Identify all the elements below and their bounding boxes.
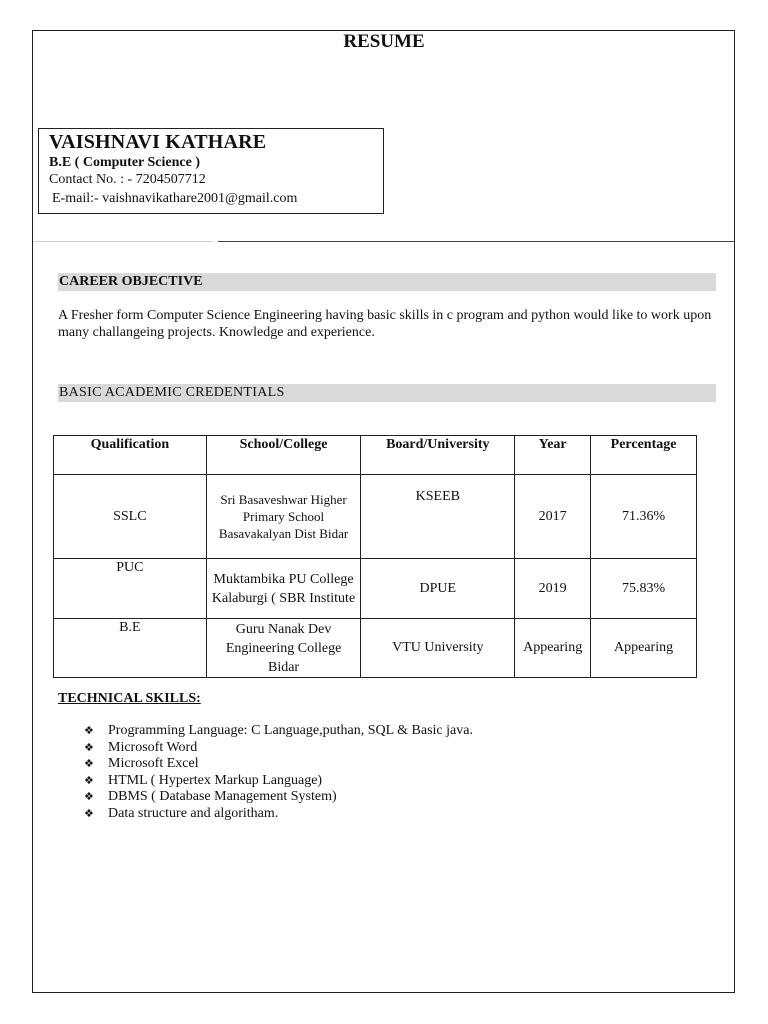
skill-text: Microsoft Word <box>108 739 198 755</box>
column-header: Board/University <box>361 436 515 475</box>
contact-number: Contact No. : - 7204507712 <box>49 172 206 187</box>
technical-skills-list <box>84 723 473 822</box>
academic-table <box>53 435 697 678</box>
divider-faint <box>33 241 213 242</box>
qualification-cell: B.E <box>54 619 207 678</box>
identity-box <box>38 128 384 214</box>
percentage-cell: 71.36% <box>591 475 697 559</box>
skill-text: Microsoft Excel <box>108 756 199 771</box>
list-item <box>84 789 473 806</box>
skill-text: Programming Language: C Language,puthan, SQL & Basic java. <box>108 723 473 738</box>
column-header: Year <box>515 436 591 475</box>
year-cell: 2017 <box>515 475 591 559</box>
percentage-cell: 75.83% <box>591 559 697 619</box>
table-row <box>54 619 697 678</box>
table-header-row <box>54 436 697 475</box>
diamond-bullet-icon: ❖ <box>84 724 94 737</box>
diamond-bullet-icon: ❖ <box>84 806 94 820</box>
year-cell: Appearing <box>515 619 591 678</box>
academic-credentials-heading: BASIC ACADEMIC CREDENTIALS <box>58 384 716 402</box>
skill-text: HTML ( Hypertex Markup Language) <box>108 772 323 788</box>
school-cell: Sri Basaveshwar Higher Primary School Basavakalyan Dist Bidar <box>206 475 361 559</box>
technical-skills-heading: TECHNICAL SKILLS: <box>58 691 201 706</box>
column-header: Percentage <box>591 436 697 475</box>
table-row <box>54 475 697 559</box>
career-objective-text: A Fresher form Computer Science Engineering having basic skills in c program and python would like to work upon many challangeing projects. Knowledge and experience. <box>58 308 712 340</box>
career-objective-heading: CAREER OBJECTIVE <box>58 273 716 291</box>
column-header: Qualification <box>54 436 207 475</box>
candidate-name: VAISHNAVI KATHARE <box>49 131 267 153</box>
year-cell: 2019 <box>515 559 591 619</box>
list-item <box>84 806 473 823</box>
list-item <box>84 723 473 740</box>
table-row <box>54 559 697 619</box>
school-cell: Muktambika PU College Kalaburgi ( SBR Institute <box>206 559 361 619</box>
board-cell: KSEEB <box>361 475 515 559</box>
list-item <box>84 773 473 790</box>
column-header: School/College <box>206 436 361 475</box>
email-address: E-mail:- vaishnavikathare2001@gmail.com <box>52 191 298 206</box>
resume-title: RESUME <box>343 31 425 52</box>
percentage-cell: Appearing <box>591 619 697 678</box>
diamond-bullet-icon: ❖ <box>84 757 94 770</box>
skill-text: DBMS ( Database Management System) <box>108 789 337 804</box>
diamond-bullet-icon: ❖ <box>84 790 94 803</box>
skill-text: Data structure and algoritham. <box>108 805 279 821</box>
qualification-cell: PUC <box>54 559 207 619</box>
board-cell: VTU University <box>361 619 515 678</box>
list-item <box>84 756 473 773</box>
diamond-bullet-icon: ❖ <box>84 773 94 787</box>
diamond-bullet-icon: ❖ <box>84 740 94 754</box>
divider-line <box>218 241 734 242</box>
list-item <box>84 740 473 757</box>
school-cell: Guru Nanak Dev Engineering College Bidar <box>206 619 361 678</box>
candidate-degree: B.E ( Computer Science ) <box>49 155 200 170</box>
qualification-cell: SSLC <box>54 475 207 559</box>
board-cell: DPUE <box>361 559 515 619</box>
